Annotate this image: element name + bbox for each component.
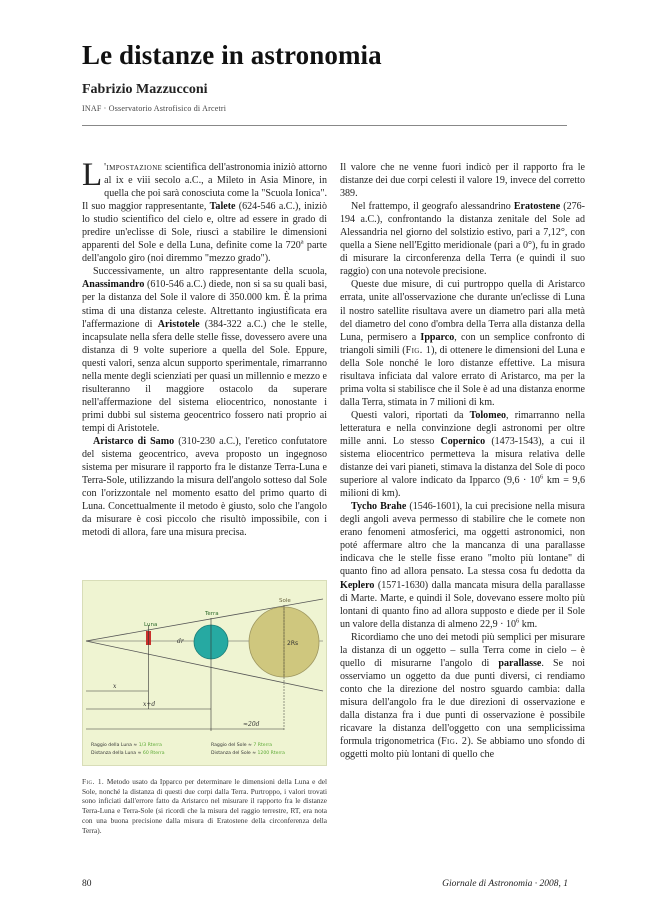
figure-caption: Fig. 1. Metodo usato da Ipparco per determinare le dimensioni della Luna e del Sole, nonché la distanza di questi due corpi dalla Terra. Purtroppo, i valori trovati sono inficiati dall'errore fatto da Aristarco nel misurare il rapporto fra le distanze Terra-Luna e Terra-Sole (si ricordi che la misura del raggio terrestre, RT, era nota con una buona precisione dalla misura di Eratostene della circonferenza della Terra). [82, 777, 327, 835]
name-eratostene: Eratostene [513, 201, 561, 213]
name-copernico: Copernico [440, 435, 486, 447]
article-title: Le distanze in astronomia [82, 40, 382, 70]
figure-reference: Fig. 1 [405, 344, 432, 356]
paragraph-brahe: Tycho Brahe (1546-1601), la cui precisione nella misura degli angoli aveva permesso di stabilire che le comete non erano fenomeni atmosferici, ma oggetti astronomici, non poté affermare altro che la mancanza di una parallasse indicava che le stelle fisse erano "molto più lontane" di quanto fino ad allora pensato. La stessa cosa fu dedotta da Keplero (1571-1630) dalla mancata misura della parallasse di Marte. Marte, e quindi il Sole, dovevano essere molto più lontani di quanto fino ad allora supposto e diede per il Sole un valore della distanza di almeno $22,9 \cdot 10^6$ km. [340, 501, 585, 630]
label-x: x [113, 683, 117, 690]
legend-luna-distance: Distanza della Luna ≈ 60 Rterra [91, 751, 165, 756]
page-number: 80 [82, 879, 92, 889]
name-talete: Talete [209, 201, 236, 213]
legend-luna-radius: Raggio della Luna ≈ 1/3 Rterra [91, 743, 162, 748]
paragraph-ipparco: Queste due misure, di cui purtroppo quella di Aristarco errata, unite all'osservazione che durante un'eclisse di Luna il nostro satellite risultava avere un diametro pari alla metà del diametro del cono d'ombra della Terra alla distanza della Luna, permisero a Ipparco, con un semplice confronto di triangoli simili (Fig. 1), di ottenere le dimensioni del Luna e della Sole nonché le loro distanze effettive. La misura risultava inficiata dal valore errato di Aristarco, ma per la prima volta si stabilisce che il Sole è ad una distanza enorme dalla Terra, stimata in 7 milioni di km. [340, 279, 585, 408]
figure-diagram [83, 581, 326, 765]
paragraph-aristarco: Aristarco di Samo (310-230 a.C.), l'eretico confutatore del sistema geocentrico, aveva proposto un ingegnoso sistema per misurare il rapporto fra le distanze Terra-Luna e Terra-Sole, utilizzando la misura dell'angolo sotteso dal Sole con l'orizzontale nel momento esatto del primo quarto di Luna. Concettualmente il metodo è giusto, solo che l'angolo da misurare è così piccolo che risultò impossibile, con i metodi di allora, fare una misura precisa. [82, 435, 327, 539]
author-name: Fabrizio Mazzucconi [82, 82, 208, 97]
journal-footer: Giornale di Astronomia · 2008, 1 [442, 879, 568, 889]
legend-sole-radius: Raggio del Sole ≈ 7 Rterra [211, 743, 273, 748]
left-column [82, 157, 328, 539]
term-parallasse: parallasse [498, 657, 542, 669]
figure-reference-2: Fig. 2 [441, 736, 468, 748]
figure-1 [82, 580, 327, 766]
label-20d: ≈20d [243, 721, 260, 728]
paragraph-parallasse: Ricordiamo che uno dei metodi più semplici per misurare la distanza di un oggetto – sulla Terra come in cielo – è quello di misurarne l'angolo di parallasse. Se noi osserviamo un oggetto da due punti diversi, ci rendiamo conto che la direzione del nostro sguardo cambia: dalla misura dell'angolo fra le due direzioni di osservazione e dalla distanza fra i due punti di osservazione è possibile ricavare la distanza dell'oggetto con una semplicissima formula trigonometrica (Fig. 2). Se abbiamo uno sfondo di oggetti molto più lontani di quello che [340, 631, 586, 761]
legend-sole-distance: Distanza del Sole ≈ 1200 Rterra [211, 751, 285, 756]
caption-label: Fig. 1. [82, 777, 105, 786]
name-ipparco: Ipparco [420, 331, 455, 343]
label-sun-diameter: 2Rs [287, 640, 299, 647]
label-angle: dr [177, 638, 184, 645]
paragraph-intro: L 'impostazione scientifica dell'astronomia iniziò attorno al ix e viii secolo a.C., a Mileto in Asia Minore, in quella che poi sarà conosciuta come la "Scuola Ionica". Il suo maggior rappresentante, Talete (624-546 a.C.), iniziò lo studio scientifico del cielo e, oltre ad essere in grado di predire un'eclisse di Sole, riuscì a stabilire le dimensioni apparenti del Sole e della Luna, definite come la 720$^a$ parte dell'angolo giro (noi diremmo "mezzo grado"). [82, 157, 327, 265]
label-luna: Luna [144, 622, 158, 628]
paragraph-eratostene: Nel frattempo, il geografo alessandrino Eratostene (276-194 a.C.), confrontando la distanza zenitale del Sole ad Alessandria nel giorno del solstizio estivo, pari a 7,12°, con quella a Siene nell'Egitto meridionale (pari a 0°), fu in grado di misurare la circonferenza della Terra (e quindi il suo raggio) con una notevole precisione. [340, 201, 586, 278]
right-column [340, 161, 585, 761]
label-terra: Terra [205, 611, 219, 617]
author-affiliation: INAF · Osservatorio Astrofisico di Arcetri [82, 104, 227, 113]
paragraph-anassimandro: Successivamente, un altro rappresentante della scuola, Anassimandro (610-546 a.C.) diede, non si sa su quali basi, per la distanza del Sole il valore di 350.000 km. È la prima stima di una distanza celeste. Altrettanto ingiustificata era l'affermazione di Aristotele (384-322 a.C.) che le stelle, incapsulate nella sfera delle stelle fisse, dovessero avere una distanza di 9 volte superiore a quella del Sole. Eppure, questi valori, senza alcun supporto sperimentale, rimarranno nella mente degli scienziati per quasi un millennio e mezzo e risulteranno il maggiore ostacolo da superare nell'affermazione del sistema eliocentrico, nonostante i primi dubbi sul sistema geocentrico fossero nati proprio ai tempi di Aristotele. [82, 266, 328, 434]
name-anassimandro: Anassimandro [82, 279, 145, 291]
name-tolomeo: Tolomeo [469, 409, 507, 421]
paragraph-tolomeo: Questi valori, riportati da Tolomeo, rimarranno nella letteratura e nella convinzione degli astronomi per oltre mille anni. Lo stesso Copernico (1473-1543), a cui il sistema eliocentrico permetteva la misura relativa delle distanze dei vari pianeti, stimava la distanza del Sole di poco superiore al valore indicato da Ipparco ($9,6 \cdot 10^6$ km = 9,6 milioni di km). [340, 409, 585, 500]
label-sole: Sole [279, 598, 291, 604]
header-rule [82, 125, 567, 126]
name-brahe: Tycho Brahe [351, 501, 407, 513]
name-keplero: Keplero [340, 579, 375, 591]
label-x-plus-d: x+d [143, 701, 156, 708]
name-aristarco: Aristarco di Samo [93, 435, 175, 447]
paragraph-continuation: Il valore che ne venne fuori indicò per il rapporto fra le distanze dei due corpi celesti il valore 19, invece del corretto 389. [340, 162, 585, 200]
name-aristotele: Aristotele [157, 318, 200, 330]
drop-cap: L [82, 157, 103, 193]
